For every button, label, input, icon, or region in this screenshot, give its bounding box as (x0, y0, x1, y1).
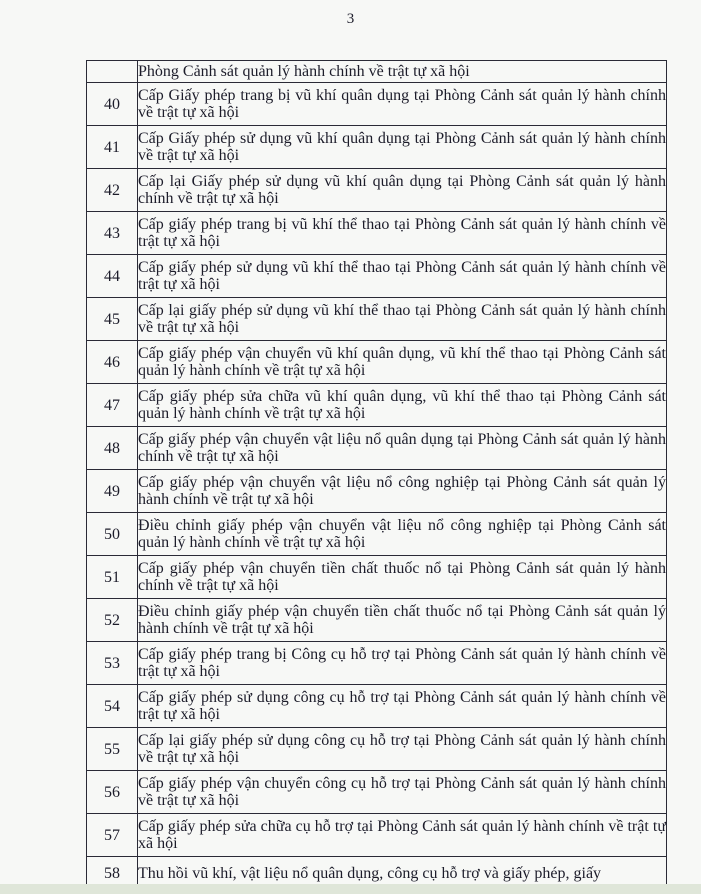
row-number-cell: 45 (87, 298, 138, 341)
table-row (87, 298, 667, 341)
row-text-cell: Cấp lại Giấy phép sử dụng vũ khí quân dụng tại Phòng Cảnh sát quản lý hành chính về trật tự xã hội (138, 169, 667, 212)
table-row (87, 341, 667, 384)
row-number-cell: 55 (87, 728, 138, 771)
row-number-cell: 43 (87, 212, 138, 255)
row-text-cell: Điều chỉnh giấy phép vận chuyển tiền chất thuốc nổ tại Phòng Cảnh sát quản lý hành chính về trật tự xã hội (138, 599, 667, 642)
scan-bottom-edge (0, 884, 701, 894)
row-text-cell: Cấp lại giấy phép sử dụng công cụ hỗ trợ tại Phòng Cảnh sát quản lý hành chính về trật tự xã hội (138, 728, 667, 771)
row-number-cell: 46 (87, 341, 138, 384)
page-number: 3 (346, 11, 355, 27)
row-text-cell: Cấp giấy phép trang bị vũ khí thể thao tại Phòng Cảnh sát quản lý hành chính về trật tự xã hội (138, 212, 667, 255)
table-row (87, 427, 667, 470)
table-row (87, 470, 667, 513)
row-text-cell: Cấp giấy phép vận chuyển công cụ hỗ trợ tại Phòng Cảnh sát quản lý hành chính về trật tự xã hội (138, 771, 667, 814)
row-number-cell: 40 (87, 83, 138, 126)
row-number-cell: 53 (87, 642, 138, 685)
table-row (87, 599, 667, 642)
table-row (87, 857, 667, 885)
table-row (87, 169, 667, 212)
row-number-cell: 51 (87, 556, 138, 599)
table-row (87, 126, 667, 169)
row-number-cell: 56 (87, 771, 138, 814)
row-number-cell: 47 (87, 384, 138, 427)
table-row (87, 255, 667, 298)
row-text-cell: Cấp Giấy phép sử dụng vũ khí quân dụng tại Phòng Cảnh sát quản lý hành chính về trật tự xã hội (138, 126, 667, 169)
row-number-cell (87, 61, 138, 83)
row-number-cell: 52 (87, 599, 138, 642)
table-row (87, 685, 667, 728)
row-number-cell: 50 (87, 513, 138, 556)
table-row (87, 556, 667, 599)
row-text-cell: Cấp giấy phép sửa chữa vũ khí quân dụng, vũ khí thể thao tại Phòng Cảnh sát quản lý hành chính về trật tự xã hội (138, 384, 667, 427)
row-text-cell: Điều chỉnh giấy phép vận chuyển vật liệu nổ công nghiệp tại Phòng Cảnh sát quản lý hành chính về trật tự xã hội (138, 513, 667, 556)
table-row (87, 83, 667, 126)
table-row (87, 814, 667, 857)
row-text-cell: Phòng Cảnh sát quản lý hành chính về trật tự xã hội (138, 61, 667, 83)
row-text-cell: Thu hồi vũ khí, vật liệu nổ quân dụng, công cụ hỗ trợ và giấy phép, giấy (138, 857, 667, 885)
row-number-cell: 57 (87, 814, 138, 857)
row-number-cell: 49 (87, 470, 138, 513)
table-row-continuation (87, 61, 667, 83)
row-text-cell: Cấp Giấy phép trang bị vũ khí quân dụng tại Phòng Cảnh sát quản lý hành chính về trật tự xã hội (138, 83, 667, 126)
row-text-cell: Cấp giấy phép vận chuyển vật liệu nổ công nghiệp tại Phòng Cảnh sát quản lý hành chính về trật tự xã hội (138, 470, 667, 513)
row-number-cell: 48 (87, 427, 138, 470)
row-text-cell: Cấp giấy phép vận chuyển vật liệu nổ quân dụng tại Phòng Cảnh sát quản lý hành chính về trật tự xã hội (138, 427, 667, 470)
table-row (87, 212, 667, 255)
table-row (87, 642, 667, 685)
row-text-cell: Cấp giấy phép vận chuyển tiền chất thuốc nổ tại Phòng Cảnh sát quản lý hành chính về trật tự xã hội (138, 556, 667, 599)
row-text-cell: Cấp giấy phép vận chuyển vũ khí quân dụng, vũ khí thể thao tại Phòng Cảnh sát quản lý hành chính về trật tự xã hội (138, 341, 667, 384)
row-number-cell: 44 (87, 255, 138, 298)
table-row (87, 384, 667, 427)
row-text-cell: Cấp lại giấy phép sử dụng vũ khí thể thao tại Phòng Cảnh sát quản lý hành chính về trật tự xã hội (138, 298, 667, 341)
row-text-cell: Cấp giấy phép sửa chữa cụ hỗ trợ tại Phòng Cảnh sát quản lý hành chính về trật tự xã hội (138, 814, 667, 857)
row-text-cell: Cấp giấy phép trang bị Công cụ hỗ trợ tại Phòng Cảnh sát quản lý hành chính về trật tự xã hội (138, 642, 667, 685)
table-row (87, 513, 667, 556)
row-number-cell: 58 (87, 857, 138, 885)
row-number-cell: 42 (87, 169, 138, 212)
row-number-cell: 41 (87, 126, 138, 169)
procedures-table (86, 60, 667, 884)
table-row (87, 771, 667, 814)
row-text-cell: Cấp giấy phép sử dụng vũ khí thể thao tại Phòng Cảnh sát quản lý hành chính về trật tự xã hội (138, 255, 667, 298)
table-row (87, 728, 667, 771)
row-text-cell: Cấp giấy phép sử dụng công cụ hỗ trợ tại Phòng Cảnh sát quản lý hành chính về trật tự xã hội (138, 685, 667, 728)
row-number-cell: 54 (87, 685, 138, 728)
procedures-table-body (87, 61, 667, 885)
